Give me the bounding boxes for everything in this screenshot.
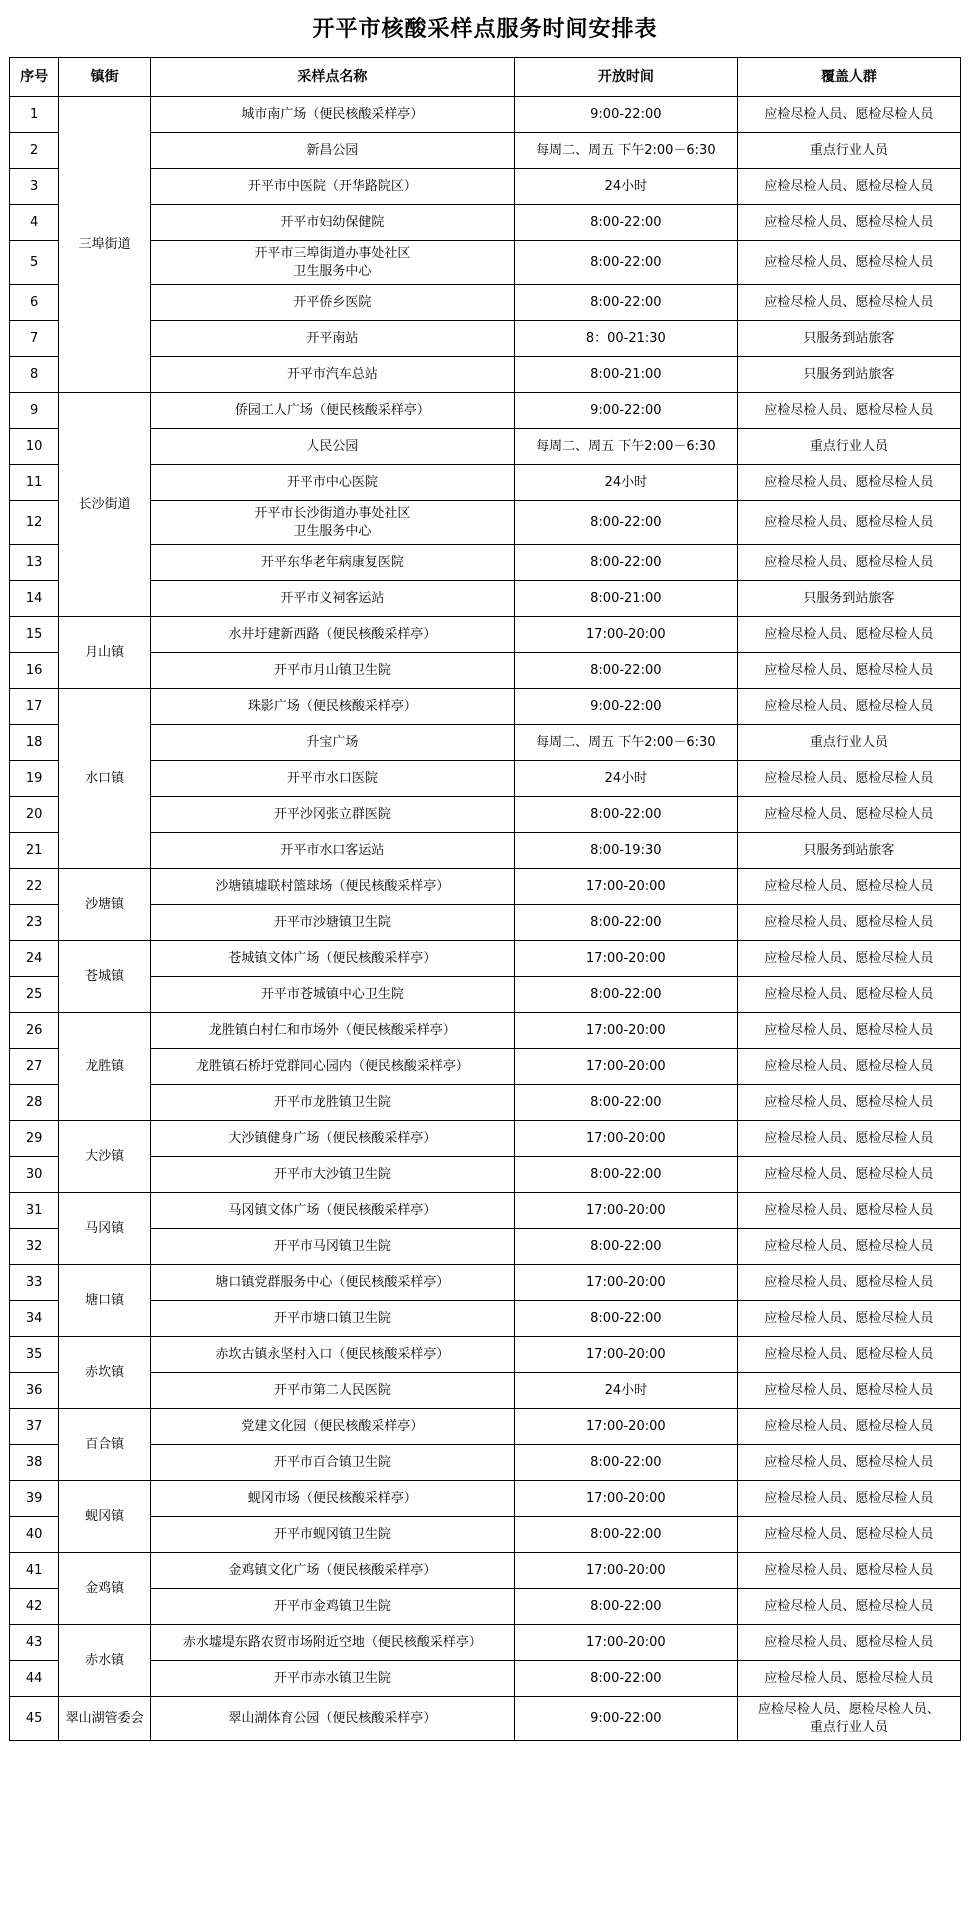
cell-site-name: 开平市中医院（开华路院区） [150,169,514,205]
cell-no: 2 [10,133,59,169]
table-row [10,581,961,617]
cell-target-group: 应检尽检人员、愿检尽检人员 [737,1409,960,1445]
cell-no: 35 [10,1337,59,1373]
table-row [10,761,961,797]
cell-town: 沙塘镇 [59,869,151,941]
cell-open-hours: 9:00-22:00 [514,689,737,725]
table-row [10,941,961,977]
cell-town: 月山镇 [59,617,151,689]
table-row [10,1697,961,1741]
cell-open-hours: 8:00-22:00 [514,1301,737,1337]
cell-no: 43 [10,1625,59,1661]
cell-no: 19 [10,761,59,797]
cell-open-hours: 24小时 [514,169,737,205]
table-row [10,465,961,501]
cell-site-name: 升宝广场 [150,725,514,761]
cell-target-group: 应检尽检人员、愿检尽检人员 [737,1121,960,1157]
table-row [10,689,961,725]
table-row [10,1085,961,1121]
table-row [10,97,961,133]
cell-target-group: 应检尽检人员、愿检尽检人员 [737,1229,960,1265]
cell-open-hours: 24小时 [514,761,737,797]
cell-site-name: 赤坎古镇永坚村入口（便民核酸采样亭） [150,1337,514,1373]
table-row [10,725,961,761]
cell-open-hours: 8:00-22:00 [514,501,737,545]
table-row [10,501,961,545]
cell-site-name: 开平市第二人民医院 [150,1373,514,1409]
cell-target-group: 应检尽检人员、愿检尽检人员 [737,501,960,545]
cell-target-group: 应检尽检人员、愿检尽检人员 [737,1337,960,1373]
cell-open-hours: 9:00-22:00 [514,393,737,429]
cell-no: 24 [10,941,59,977]
cell-site-name: 龙胜镇石桥圩党群同心园内（便民核酸采样亭） [150,1049,514,1085]
table-row [10,1193,961,1229]
cell-site-name: 开平市水口医院 [150,761,514,797]
cell-target-group: 只服务到站旅客 [737,321,960,357]
cell-open-hours: 8:00-22:00 [514,1517,737,1553]
cell-site-name: 开平市三埠街道办事处社区 卫生服务中心 [150,241,514,285]
column-header-no: 序号 [10,58,59,97]
cell-site-name: 赤水墟堤东路农贸市场附近空地（便民核酸采样亭） [150,1625,514,1661]
cell-open-hours: 24小时 [514,1373,737,1409]
table-row [10,1049,961,1085]
table-row [10,393,961,429]
cell-target-group: 只服务到站旅客 [737,581,960,617]
cell-target-group: 应检尽检人员、愿检尽检人员 [737,285,960,321]
cell-no: 3 [10,169,59,205]
cell-no: 30 [10,1157,59,1193]
cell-site-name: 翠山湖体育公园（便民核酸采样亭） [150,1697,514,1741]
cell-target-group: 应检尽检人员、愿检尽检人员 [737,1445,960,1481]
cell-no: 40 [10,1517,59,1553]
cell-site-name: 珠影广场（便民核酸采样亭） [150,689,514,725]
cell-target-group: 应检尽检人员、愿检尽检人员 [737,617,960,653]
table-row [10,429,961,465]
table-row [10,169,961,205]
table-row [10,285,961,321]
cell-target-group: 应检尽检人员、愿检尽检人员 [737,1517,960,1553]
cell-site-name: 开平市金鸡镇卫生院 [150,1589,514,1625]
cell-site-name: 开平市长沙街道办事处社区 卫生服务中心 [150,501,514,545]
cell-target-group: 应检尽检人员、愿检尽检人员 [737,1013,960,1049]
cell-no: 36 [10,1373,59,1409]
cell-target-group: 应检尽检人员、愿检尽检人员 [737,545,960,581]
cell-no: 25 [10,977,59,1013]
table-row [10,617,961,653]
cell-site-name: 开平市水口客运站 [150,833,514,869]
cell-open-hours: 9:00-22:00 [514,97,737,133]
cell-no: 11 [10,465,59,501]
table-row [10,977,961,1013]
cell-target-group: 应检尽检人员、愿检尽检人员 [737,761,960,797]
cell-no: 26 [10,1013,59,1049]
cell-no: 32 [10,1229,59,1265]
table-row [10,321,961,357]
cell-target-group: 重点行业人员 [737,725,960,761]
cell-open-hours: 17:00-20:00 [514,1625,737,1661]
cell-open-hours: 17:00-20:00 [514,941,737,977]
cell-open-hours: 8:00-22:00 [514,1085,737,1121]
table-body [10,97,961,1741]
cell-town: 龙胜镇 [59,1013,151,1121]
cell-target-group: 应检尽检人员、愿检尽检人员 [737,941,960,977]
cell-open-hours: 每周二、周五 下午2:00－6:30 [514,429,737,465]
cell-site-name: 马冈镇文体广场（便民核酸采样亭） [150,1193,514,1229]
column-header-town: 镇街 [59,58,151,97]
cell-open-hours: 8:00-22:00 [514,285,737,321]
table-row [10,205,961,241]
cell-target-group: 重点行业人员 [737,429,960,465]
table-row [10,1301,961,1337]
cell-town: 蚬冈镇 [59,1481,151,1553]
cell-site-name: 开平市妇幼保健院 [150,205,514,241]
table-row [10,1445,961,1481]
table-row [10,1373,961,1409]
cell-town: 塘口镇 [59,1265,151,1337]
cell-site-name: 开平市月山镇卫生院 [150,653,514,689]
cell-no: 27 [10,1049,59,1085]
column-header-site: 采样点名称 [150,58,514,97]
cell-open-hours: 8:00-22:00 [514,1229,737,1265]
cell-site-name: 开平市苍城镇中心卫生院 [150,977,514,1013]
cell-town: 赤坎镇 [59,1337,151,1409]
cell-open-hours: 17:00-20:00 [514,1013,737,1049]
cell-open-hours: 17:00-20:00 [514,869,737,905]
cell-no: 31 [10,1193,59,1229]
cell-open-hours: 24小时 [514,465,737,501]
cell-open-hours: 8:00-19:30 [514,833,737,869]
cell-target-group: 应检尽检人员、愿检尽检人员 [737,1265,960,1301]
cell-no: 7 [10,321,59,357]
cell-open-hours: 8:00-22:00 [514,1661,737,1697]
cell-target-group: 应检尽检人员、愿检尽检人员 [737,653,960,689]
cell-open-hours: 每周二、周五 下午2:00－6:30 [514,725,737,761]
cell-site-name: 沙塘镇墟联村篮球场（便民核酸采样亭） [150,869,514,905]
cell-no: 34 [10,1301,59,1337]
column-header-group: 覆盖人群 [737,58,960,97]
cell-no: 28 [10,1085,59,1121]
cell-town: 翠山湖管委会 [59,1697,151,1741]
cell-target-group: 应检尽检人员、愿检尽检人员、 重点行业人员 [737,1697,960,1741]
table-row [10,905,961,941]
cell-no: 18 [10,725,59,761]
cell-site-name: 水井圩建新西路（便民核酸采样亭） [150,617,514,653]
cell-target-group: 应检尽检人员、愿检尽检人员 [737,1373,960,1409]
cell-target-group: 只服务到站旅客 [737,357,960,393]
cell-no: 37 [10,1409,59,1445]
table-header-row [10,58,961,97]
table-row [10,1121,961,1157]
cell-target-group: 应检尽检人员、愿检尽检人员 [737,1049,960,1085]
table-row [10,833,961,869]
cell-target-group: 只服务到站旅客 [737,833,960,869]
cell-open-hours: 8:00-22:00 [514,241,737,285]
cell-target-group: 应检尽检人员、愿检尽检人员 [737,1553,960,1589]
table-row [10,1661,961,1697]
cell-no: 6 [10,285,59,321]
cell-target-group: 应检尽检人员、愿检尽检人员 [737,1157,960,1193]
cell-site-name: 开平市塘口镇卫生院 [150,1301,514,1337]
cell-target-group: 应检尽检人员、愿检尽检人员 [737,1085,960,1121]
cell-open-hours: 8:00-22:00 [514,977,737,1013]
table-row [10,1229,961,1265]
cell-site-name: 开平市蚬冈镇卫生院 [150,1517,514,1553]
cell-no: 42 [10,1589,59,1625]
cell-site-name: 开平市龙胜镇卫生院 [150,1085,514,1121]
cell-open-hours: 17:00-20:00 [514,1121,737,1157]
table-row [10,357,961,393]
table-header [10,58,961,97]
cell-target-group: 应检尽检人员、愿检尽检人员 [737,205,960,241]
table-row [10,797,961,833]
cell-town: 水口镇 [59,689,151,869]
cell-open-hours: 8：00-21:30 [514,321,737,357]
cell-site-name: 侨园工人广场（便民核酸采样亭） [150,393,514,429]
cell-open-hours: 17:00-20:00 [514,1481,737,1517]
cell-open-hours: 17:00-20:00 [514,1553,737,1589]
table-row [10,1481,961,1517]
cell-town: 苍城镇 [59,941,151,1013]
cell-site-name: 开平市汽车总站 [150,357,514,393]
cell-open-hours: 8:00-22:00 [514,653,737,689]
cell-site-name: 金鸡镇文化广场（便民核酸采样亭） [150,1553,514,1589]
cell-no: 15 [10,617,59,653]
cell-site-name: 开平市沙塘镇卫生院 [150,905,514,941]
cell-no: 22 [10,869,59,905]
cell-target-group: 应检尽检人员、愿检尽检人员 [737,465,960,501]
cell-target-group: 应检尽检人员、愿检尽检人员 [737,689,960,725]
cell-site-name: 开平侨乡医院 [150,285,514,321]
cell-target-group: 应检尽检人员、愿检尽检人员 [737,1625,960,1661]
table-row [10,1625,961,1661]
cell-town: 金鸡镇 [59,1553,151,1625]
table-row [10,1013,961,1049]
cell-no: 1 [10,97,59,133]
cell-target-group: 重点行业人员 [737,133,960,169]
cell-no: 29 [10,1121,59,1157]
table-row [10,1157,961,1193]
cell-town: 赤水镇 [59,1625,151,1697]
cell-town: 大沙镇 [59,1121,151,1193]
cell-site-name: 大沙镇健身广场（便民核酸采样亭） [150,1121,514,1157]
cell-open-hours: 8:00-22:00 [514,1445,737,1481]
cell-target-group: 应检尽检人员、愿检尽检人员 [737,169,960,205]
cell-open-hours: 17:00-20:00 [514,1049,737,1085]
cell-site-name: 开平东华老年病康复医院 [150,545,514,581]
cell-site-name: 人民公园 [150,429,514,465]
cell-town: 百合镇 [59,1409,151,1481]
cell-site-name: 蚬冈市场（便民核酸采样亭） [150,1481,514,1517]
cell-open-hours: 17:00-20:00 [514,1265,737,1301]
table-row [10,653,961,689]
cell-site-name: 党建文化园（便民核酸采样亭） [150,1409,514,1445]
table-row [10,241,961,285]
cell-open-hours: 每周二、周五 下午2:00－6:30 [514,133,737,169]
cell-site-name: 龙胜镇白村仁和市场外（便民核酸采样亭） [150,1013,514,1049]
cell-no: 14 [10,581,59,617]
cell-town: 马冈镇 [59,1193,151,1265]
cell-open-hours: 8:00-22:00 [514,545,737,581]
cell-site-name: 开平沙冈张立群医院 [150,797,514,833]
cell-no: 20 [10,797,59,833]
cell-open-hours: 8:00-22:00 [514,205,737,241]
cell-target-group: 应检尽检人员、愿检尽检人员 [737,393,960,429]
cell-site-name: 塘口镇党群服务中心（便民核酸采样亭） [150,1265,514,1301]
cell-no: 39 [10,1481,59,1517]
cell-target-group: 应检尽检人员、愿检尽检人员 [737,97,960,133]
cell-target-group: 应检尽检人员、愿检尽检人员 [737,1193,960,1229]
cell-target-group: 应检尽检人员、愿检尽检人员 [737,1589,960,1625]
cell-no: 38 [10,1445,59,1481]
cell-target-group: 应检尽检人员、愿检尽检人员 [737,1301,960,1337]
table-row [10,869,961,905]
table-row [10,1265,961,1301]
cell-no: 17 [10,689,59,725]
table-row [10,1517,961,1553]
cell-town: 长沙街道 [59,393,151,617]
table-row [10,545,961,581]
table-row [10,133,961,169]
cell-open-hours: 8:00-22:00 [514,797,737,833]
cell-no: 9 [10,393,59,429]
cell-site-name: 开平市赤水镇卫生院 [150,1661,514,1697]
cell-open-hours: 8:00-22:00 [514,1157,737,1193]
cell-no: 45 [10,1697,59,1741]
page-title: 开平市核酸采样点服务时间安排表 [312,16,658,42]
cell-site-name: 开平市大沙镇卫生院 [150,1157,514,1193]
cell-town: 三埠街道 [59,97,151,393]
cell-open-hours: 17:00-20:00 [514,617,737,653]
cell-target-group: 应检尽检人员、愿检尽检人员 [737,1661,960,1697]
cell-site-name: 开平市马冈镇卫生院 [150,1229,514,1265]
cell-no: 41 [10,1553,59,1589]
cell-site-name: 城市南广场（便民核酸采样亭） [150,97,514,133]
table-row [10,1409,961,1445]
cell-site-name: 开平南站 [150,321,514,357]
cell-open-hours: 8:00-22:00 [514,1589,737,1625]
cell-target-group: 应检尽检人员、愿检尽检人员 [737,241,960,285]
cell-no: 33 [10,1265,59,1301]
table-row [10,1337,961,1373]
cell-target-group: 应检尽检人员、愿检尽检人员 [737,869,960,905]
table-row [10,1553,961,1589]
cell-target-group: 应检尽检人员、愿检尽检人员 [737,1481,960,1517]
cell-no: 5 [10,241,59,285]
sampling-sites-table [9,57,961,1741]
cell-site-name: 开平市百合镇卫生院 [150,1445,514,1481]
column-header-time: 开放时间 [514,58,737,97]
cell-target-group: 应检尽检人员、愿检尽检人员 [737,905,960,941]
cell-site-name: 开平市义祠客运站 [150,581,514,617]
cell-open-hours: 8:00-21:00 [514,357,737,393]
cell-open-hours: 17:00-20:00 [514,1193,737,1229]
cell-open-hours: 17:00-20:00 [514,1337,737,1373]
cell-no: 16 [10,653,59,689]
cell-no: 8 [10,357,59,393]
cell-target-group: 应检尽检人员、愿检尽检人员 [737,797,960,833]
cell-site-name: 苍城镇文体广场（便民核酸采样亭） [150,941,514,977]
cell-no: 12 [10,501,59,545]
cell-target-group: 应检尽检人员、愿检尽检人员 [737,977,960,1013]
cell-no: 13 [10,545,59,581]
cell-no: 21 [10,833,59,869]
table-row [10,1589,961,1625]
cell-open-hours: 17:00-20:00 [514,1409,737,1445]
cell-open-hours: 9:00-22:00 [514,1697,737,1741]
cell-open-hours: 8:00-22:00 [514,905,737,941]
cell-no: 44 [10,1661,59,1697]
cell-site-name: 新昌公园 [150,133,514,169]
cell-site-name: 开平市中心医院 [150,465,514,501]
cell-no: 10 [10,429,59,465]
cell-open-hours: 8:00-21:00 [514,581,737,617]
cell-no: 4 [10,205,59,241]
cell-no: 23 [10,905,59,941]
